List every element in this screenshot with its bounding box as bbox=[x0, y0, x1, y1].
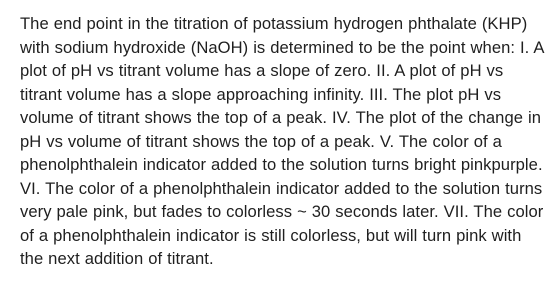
question-text: The end point in the titration of potassium hydrogen phthalate (KHP) with sodium hydroxide (NaOH) is determined to be the point when: I. A plot of pH vs titrant volume has a slope of zero. II. A plot of pH vs titrant volume has a slope approaching infinity. III. The plot pH vs volume of titrant shows the top of a peak. IV. The plot of the change in pH vs volume of titrant shows the top of a peak. V. The color of a phenolphthalein indicator added to the solution turns bright pinkpurple. VI. The color of a phenolphthalein indicator added to the solution turns very pale pink, but fades to colorless ~ 30 seconds later. VII. The color of a phenolphthalein indicator is still colorless, but will turn pink with the next addition of titrant. bbox=[20, 14, 544, 268]
